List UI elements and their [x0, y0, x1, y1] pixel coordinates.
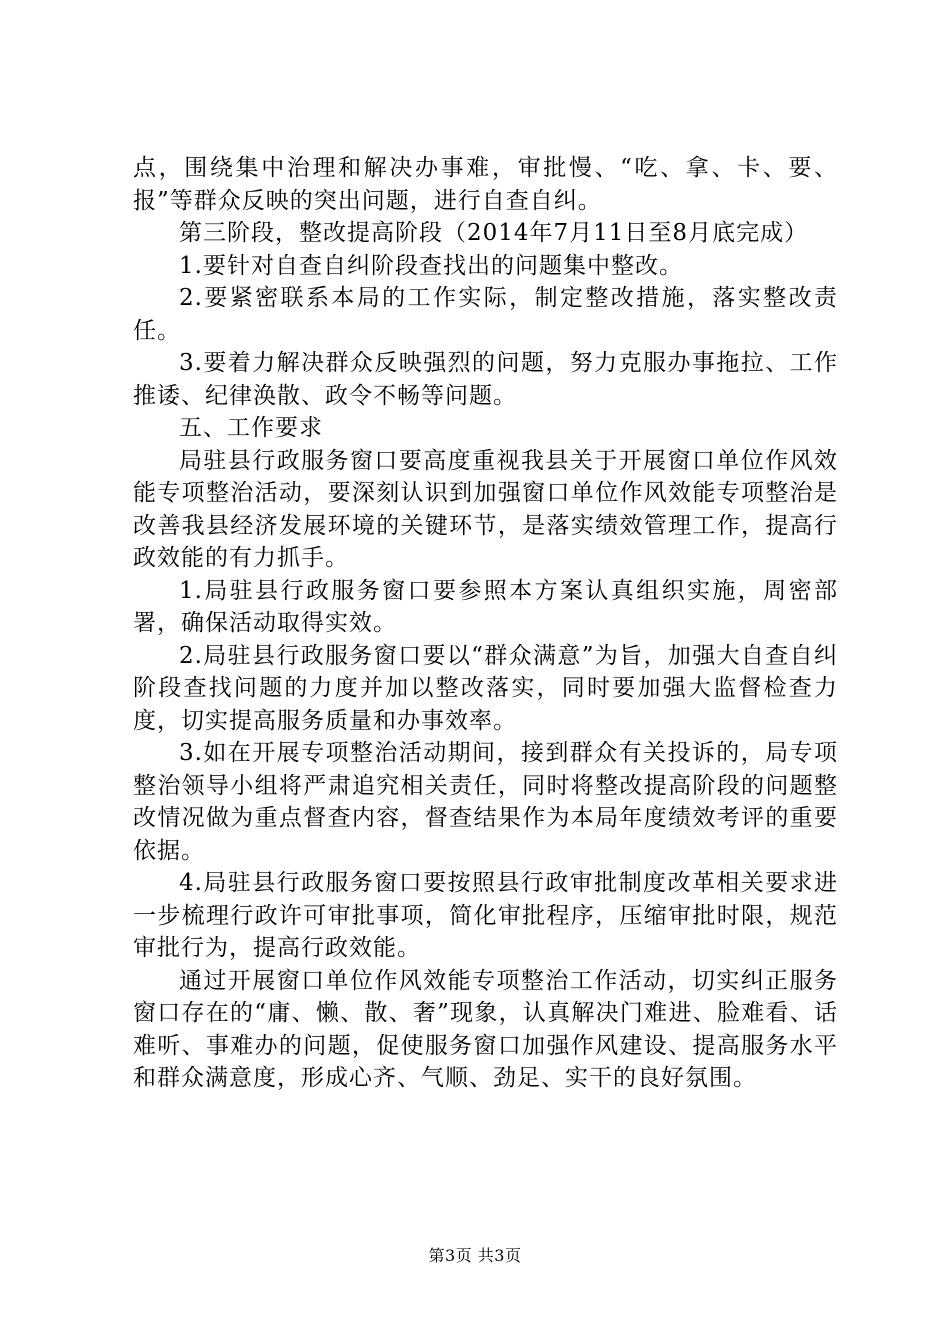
paragraph-item-2: 2.要紧密联系本局的工作实际，制定整改措施，落实整改责任。 — [133, 285, 838, 344]
section-heading-work-requirements: 五、工作要求 — [179, 415, 323, 441]
paragraph-requirement-2: 2.局驻县行政服务窗口要以“群众满意”为旨，加强大自查自纠阶段查找问题的力度并加以整改落实，同时要加强大监督检查力度，切实提高服务质量和办事效率。 — [133, 642, 838, 734]
paragraph-item-1: 1.要针对自查自纠阶段查找出的问题集中整改。 — [179, 252, 683, 279]
paragraph-item-3: 3.要着力解决群众反映强烈的问题，努力克服办事拖拉、工作推诿、纪律涣散、政令不畅等问题。 — [133, 350, 838, 409]
page-number-footer: 第3页 共3页 — [428, 1246, 522, 1265]
paragraph-conclusion: 通过开展窗口单位作风效能专项整治工作活动，切实纠正服务窗口存在的“庸、懒、散、奢”现象，认真解决门难进、脸难看、话难听、事难办的问题，促使服务窗口加强作风建设、提高服务水平和群众满意度，形成心齐、气顺、劲足、实干的良好氛围。 — [133, 967, 838, 1091]
paragraph-phase-three: 第三阶段，整改提高阶段（2014年7月11日至8月底完成） — [179, 220, 809, 246]
paragraph-requirement-3: 3.如在开展专项整治活动期间，接到群众有关投诉的，局专项整治领导小组将严肃追究相关责任，同时将整改提高阶段的问题整改情况做为重点督查内容，督查结果作为本局年度绩效考评的重要依据。 — [133, 740, 838, 864]
paragraph-continuation: 点，围绕集中治理和解决办事难，审批慢、“吃、拿、卡、要、报”等群众反映的突出问题，进行自查自纠。 — [133, 155, 838, 214]
paragraph-requirement-1: 1.局驻县行政服务窗口要参照本方案认真组织实施，周密部署，确保活动取得实效。 — [133, 577, 838, 636]
paragraph-requirement-4: 4.局驻县行政服务窗口要按照县行政审批制度改革相关要求进一步梳理行政许可审批事项，简化审批程序，压缩审批时限，规范审批行为，提高行政效能。 — [133, 870, 838, 961]
paragraph-requirements-intro: 局驻县行政服务窗口要高度重视我县关于开展窗口单位作风效能专项整治活动，要深刻认识到加强窗口单位作风效能专项整治是改善我县经济发展环境的关键环节，是落实绩效管理工作，提高行政效能的有力抓手。 — [133, 447, 838, 571]
document-body — [133, 152, 838, 1095]
